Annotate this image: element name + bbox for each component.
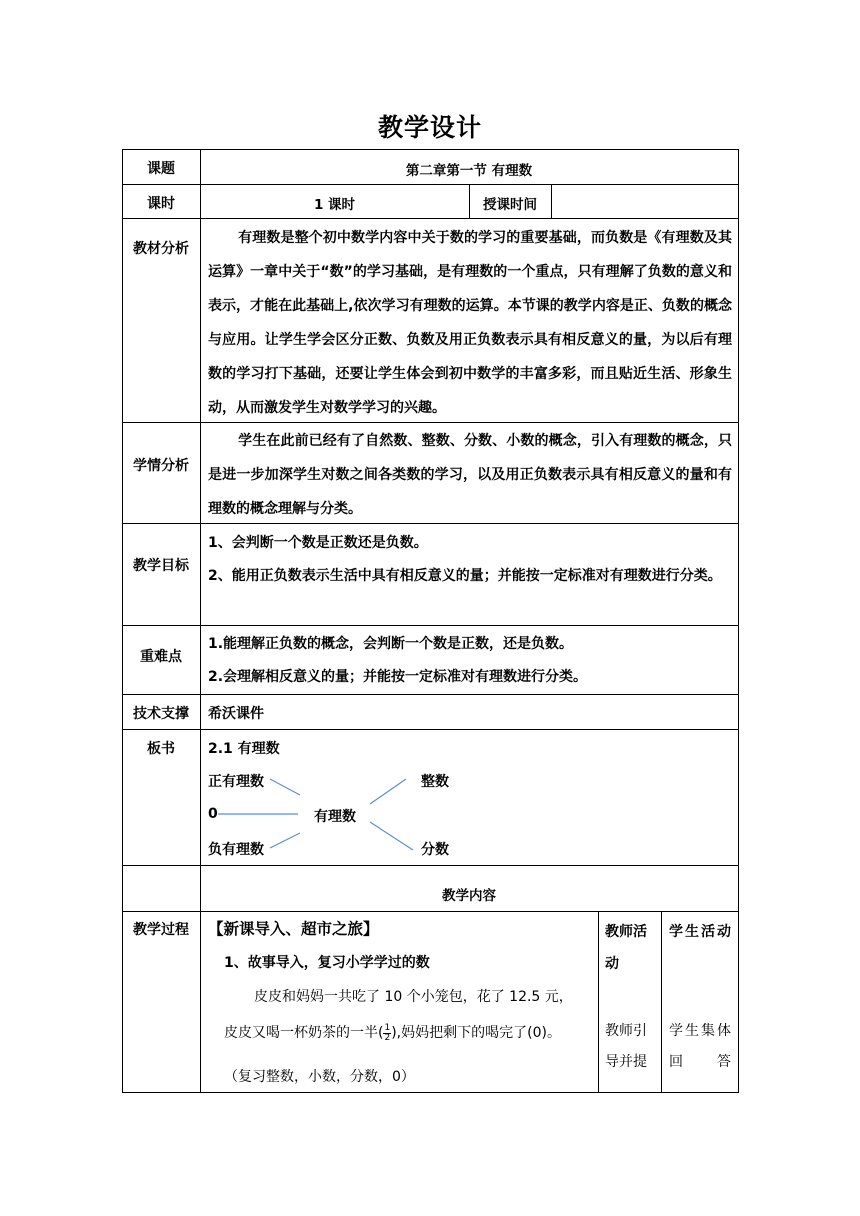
story-line-2: 皮皮又喝一杯奶茶的一半( $\frac{1}{2}$ ),妈妈把剩下的喝完了(0)。 <box>224 1022 561 1043</box>
board-right-fraction: 分数 <box>421 842 449 858</box>
story-line-1: 皮皮和妈妈一共吃了 10 个小笼包，花了 12.5 元， <box>254 989 573 1005</box>
student-text: 学生集体回答 <box>669 1023 731 1070</box>
student-header: 学生活动 <box>669 924 731 940</box>
tech-value: 希沃课件 <box>208 706 264 722</box>
board-left-zero: 0 <box>208 806 218 822</box>
board-label: 板书 <box>147 741 175 757</box>
key-item-2: 2.会理解相反意义的量；并能按一定标准对有理数进行分类。 <box>208 669 588 685</box>
story-line-3: （复习整数，小数，分数，0） <box>224 1069 415 1085</box>
topic-label: 课题 <box>147 161 175 177</box>
fraction-half: $\frac{1}{2}$ <box>384 1022 391 1043</box>
sub-title: 1、故事导入，复习小学学过的数 <box>224 955 430 971</box>
tech-label: 技术支撑 <box>133 706 189 722</box>
process-label: 教学过程 <box>133 922 189 938</box>
goal-item-1: 1、会判断一个数是正数还是负数。 <box>208 535 428 551</box>
board-heading: 2.1 有理数 <box>208 741 280 757</box>
board-right-integer: 整数 <box>421 774 449 790</box>
students-text: 学生在此前已经有了自然数、整数、分数、小数的概念，引入有理数的概念，只是进一步加深学生对数之间各类数的学习，以及用正负数表示具有相反意义的量和有理数的概念理解与分类。 <box>208 433 732 517</box>
board-left-negative: 负有理数 <box>208 842 264 858</box>
section-title: 【新课导入、超市之旅】 <box>208 920 379 938</box>
page-title: 教学设计 <box>377 113 482 142</box>
board-left-positive: 正有理数 <box>208 774 264 790</box>
material-label: 教材分析 <box>133 241 189 257</box>
key-item-1: 1.能理解正负数的概念，会判断一个数是正数，还是负数。 <box>208 636 574 652</box>
goals-label: 教学目标 <box>133 558 189 574</box>
key-label: 重难点 <box>140 649 182 665</box>
hours-label: 课时 <box>147 196 175 212</box>
goal-item-2: 2、能用正负数表示生活中具有相反意义的量；并能按一定标准对有理数进行分类。 <box>208 568 722 584</box>
material-text: 有理数是整个初中数学内容中关于数的学习的重要基础，而负数是《有理数及其运算》一章中关于“数”的学习基础，是有理数的一个重点，只有理解了负数的意义和表示，才能在此基础上,依次学习有理数的运算。本节课的教学内容是正、负数的概念与应用。让学生学会区分正数、负数及用正负数表示具有相反意义的量，为以后有理数的学习打下基础，还要让学生体会到初中数学的丰富多彩，而且贴近生活、形象生动，从而激发学生对数学学习的兴趣。 <box>208 230 732 416</box>
content-header: 教学内容 <box>442 888 496 904</box>
topic-value: 第二章第一节 有理数 <box>405 163 533 179</box>
time-label: 授课时间 <box>483 197 537 213</box>
teacher-header: 教师活动 <box>605 924 647 972</box>
board-center: 有理数 <box>314 809 356 825</box>
teacher-text: 教师引导并提 <box>605 1023 647 1070</box>
students-label: 学情分析 <box>133 458 189 474</box>
hours-value: 1 课时 <box>313 197 356 213</box>
